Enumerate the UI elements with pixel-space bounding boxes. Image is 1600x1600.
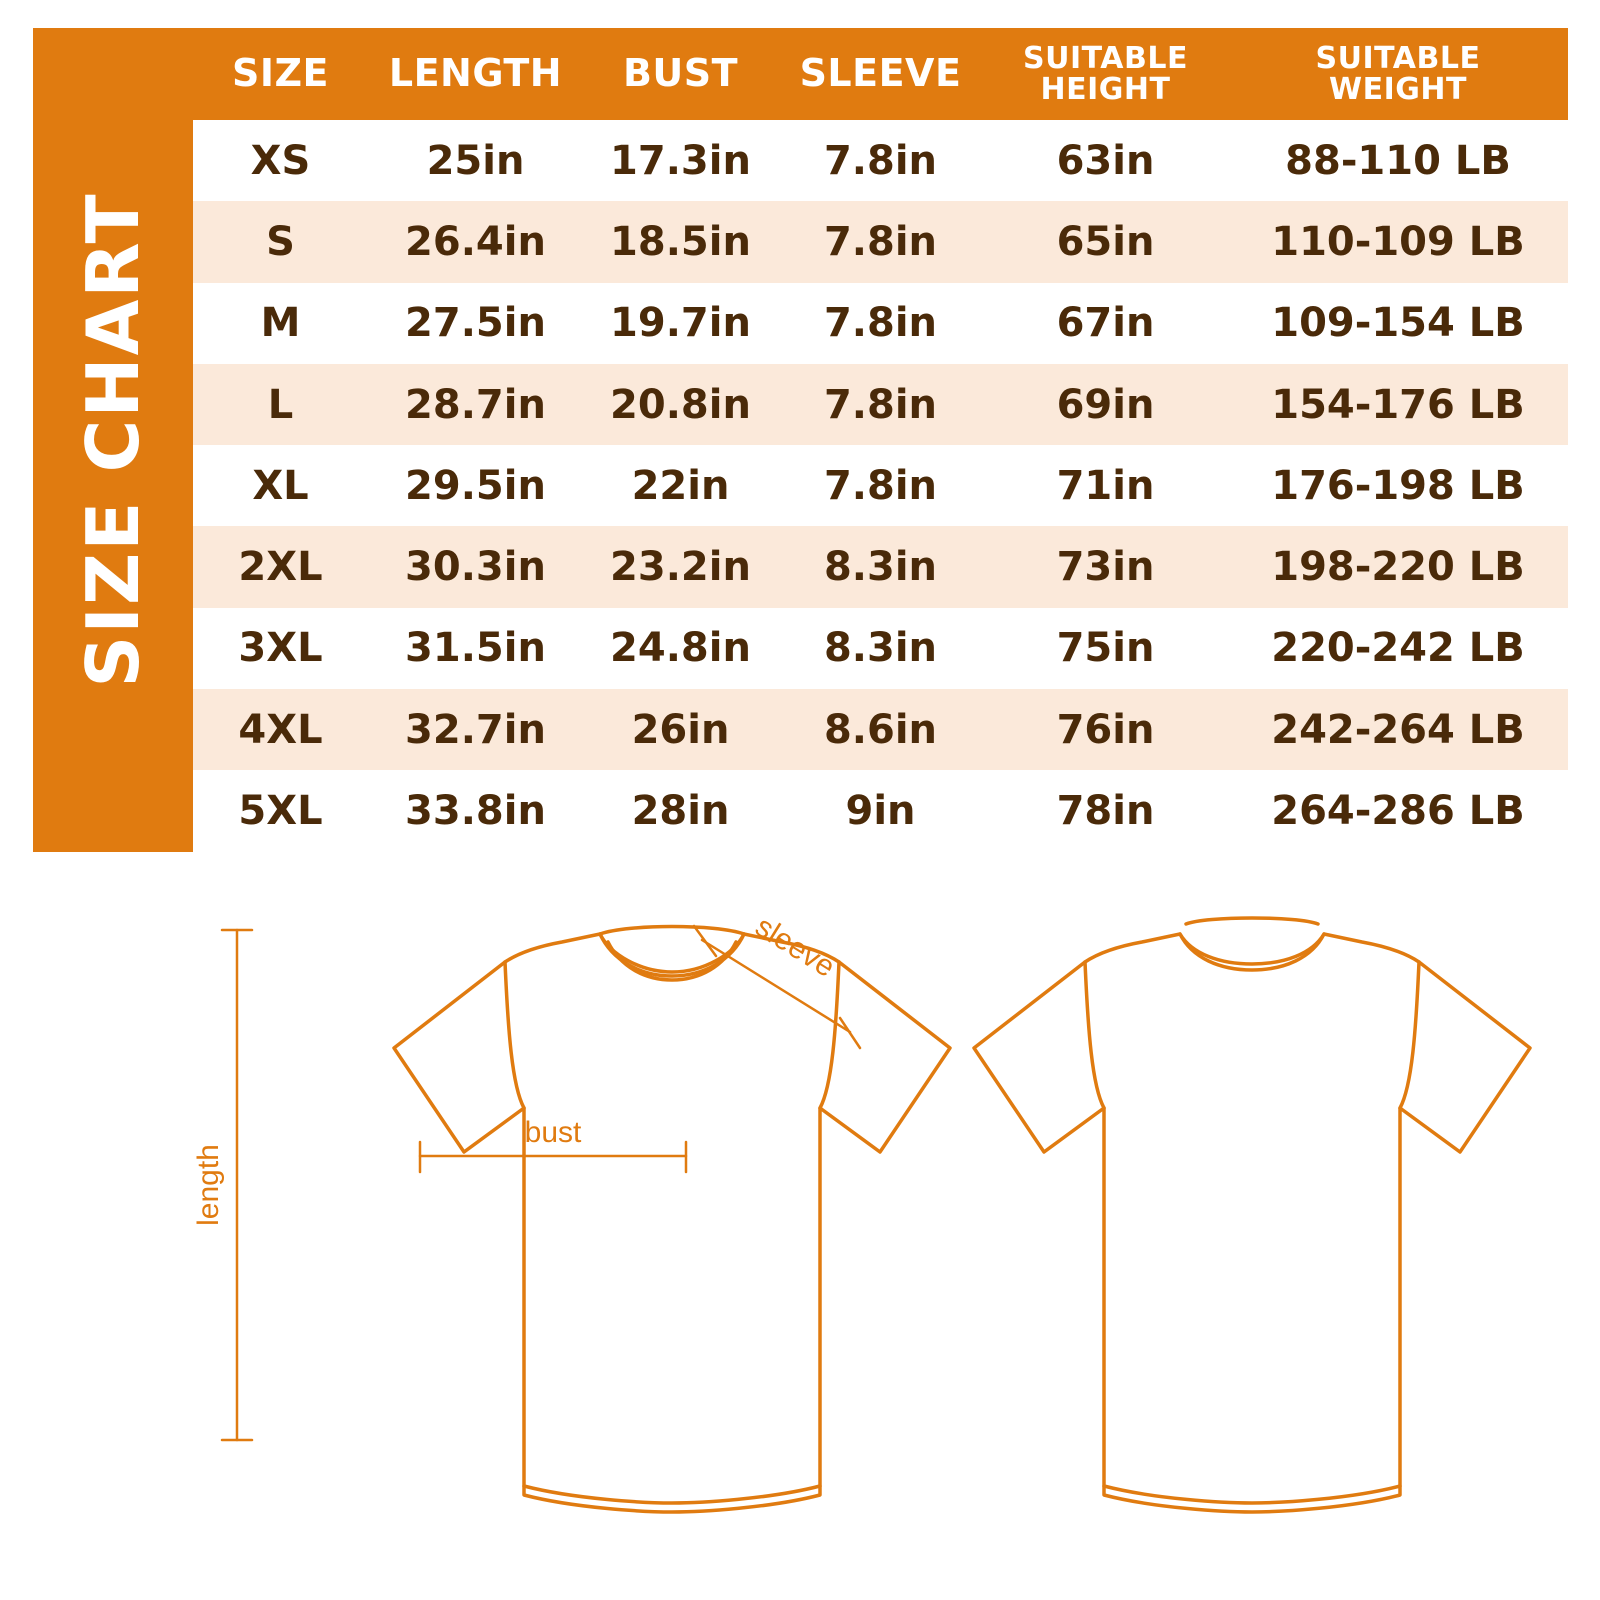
cell-bust: 22in (631, 462, 730, 509)
column-header-suitable-weight-line2: WEIGHT (1329, 72, 1467, 107)
column-header-size: SIZE (231, 51, 330, 96)
column-header-sleeve: SLEEVE (799, 51, 962, 96)
cell-weight: 264-286 LB (1271, 788, 1525, 835)
cell-bust: 17.3in (610, 137, 751, 184)
column-header-suitable-height-line1: SUITABLE (1023, 40, 1188, 76)
cell-height: 63in (1056, 137, 1155, 184)
size-chart-title-bar (33, 28, 193, 852)
cell-length: 28.7in (405, 381, 546, 428)
cell-size: XL (252, 462, 309, 509)
cell-sleeve: 8.3in (823, 625, 938, 672)
cell-weight: 220-242 LB (1271, 625, 1525, 672)
cell-height: 76in (1056, 706, 1155, 753)
cell-bust: 19.7in (610, 300, 751, 347)
column-header-suitable-weight-line1: SUITABLE (1315, 40, 1481, 76)
cell-sleeve: 8.3in (823, 544, 938, 591)
cell-bust: 26in (631, 706, 730, 753)
table-row (193, 608, 1568, 689)
table-row (193, 526, 1568, 607)
cell-height: 67in (1056, 300, 1155, 347)
cell-size: S (266, 218, 295, 265)
size-chart-panel (33, 28, 1567, 852)
cell-height: 69in (1056, 381, 1155, 428)
cell-weight: 88-110 LB (1285, 137, 1511, 184)
cell-length: 30.3in (405, 544, 546, 591)
cell-size: 2XL (238, 544, 323, 591)
cell-height: 71in (1056, 462, 1155, 509)
cell-length: 29.5in (405, 462, 546, 509)
cell-sleeve: 7.8in (823, 300, 938, 347)
cell-size: 5XL (238, 788, 323, 835)
cell-size: L (267, 381, 294, 428)
length-label: length (192, 1144, 225, 1226)
tshirt-back-outline (974, 918, 1530, 1512)
cell-bust: 18.5in (610, 218, 751, 265)
sleeve-label: sleeve (749, 909, 841, 984)
cell-bust: 28in (631, 788, 730, 835)
column-header-suitable-height-line2: HEIGHT (1040, 72, 1171, 107)
cell-length: 32.7in (405, 706, 546, 753)
cell-sleeve: 7.8in (823, 218, 938, 265)
cell-size: 4XL (238, 706, 323, 753)
tshirt-front-outline (394, 927, 950, 1513)
cell-weight: 242-264 LB (1271, 706, 1525, 753)
garment-illustration (0, 880, 1600, 1580)
cell-length: 33.8in (405, 788, 546, 835)
page-title: SIZE CHART (71, 192, 155, 688)
cell-height: 78in (1056, 788, 1155, 835)
cell-weight: 110-109 LB (1271, 218, 1525, 265)
table-row (193, 120, 1568, 201)
cell-height: 73in (1056, 544, 1155, 591)
column-header-suitable-weight (1228, 40, 1568, 107)
cell-height: 65in (1056, 218, 1155, 265)
cell-length: 26.4in (405, 218, 546, 265)
table-row (193, 770, 1568, 851)
table-header-row (193, 28, 1568, 120)
cell-size: M (260, 300, 301, 347)
cell-bust: 20.8in (610, 381, 751, 428)
table-row (193, 689, 1568, 770)
table-row (193, 283, 1568, 364)
length-dimension-line (222, 930, 252, 1440)
cell-sleeve: 7.8in (823, 462, 938, 509)
cell-weight: 109-154 LB (1271, 300, 1525, 347)
cell-length: 27.5in (405, 300, 546, 347)
cell-length: 31.5in (405, 625, 546, 672)
cell-weight: 176-198 LB (1271, 462, 1525, 509)
cell-weight: 154-176 LB (1271, 381, 1525, 428)
column-header-bust: BUST (622, 51, 739, 96)
cell-sleeve: 7.8in (823, 137, 938, 184)
table-row (193, 445, 1568, 526)
cell-sleeve: 8.6in (823, 706, 938, 753)
table-row (193, 201, 1568, 282)
cell-bust: 23.2in (610, 544, 751, 591)
table-row (193, 364, 1568, 445)
column-header-length: LENGTH (388, 51, 563, 96)
cell-length: 25in (426, 137, 525, 184)
cell-weight: 198-220 LB (1271, 544, 1525, 591)
cell-height: 75in (1056, 625, 1155, 672)
cell-bust: 24.8in (610, 625, 751, 672)
cell-sleeve: 9in (845, 788, 916, 835)
size-chart-table (193, 28, 1568, 852)
bust-label: bust (524, 1116, 582, 1149)
cell-size: XS (250, 137, 311, 184)
cell-sleeve: 7.8in (823, 381, 938, 428)
column-header-suitable-height (983, 40, 1228, 107)
cell-size: 3XL (238, 625, 323, 672)
